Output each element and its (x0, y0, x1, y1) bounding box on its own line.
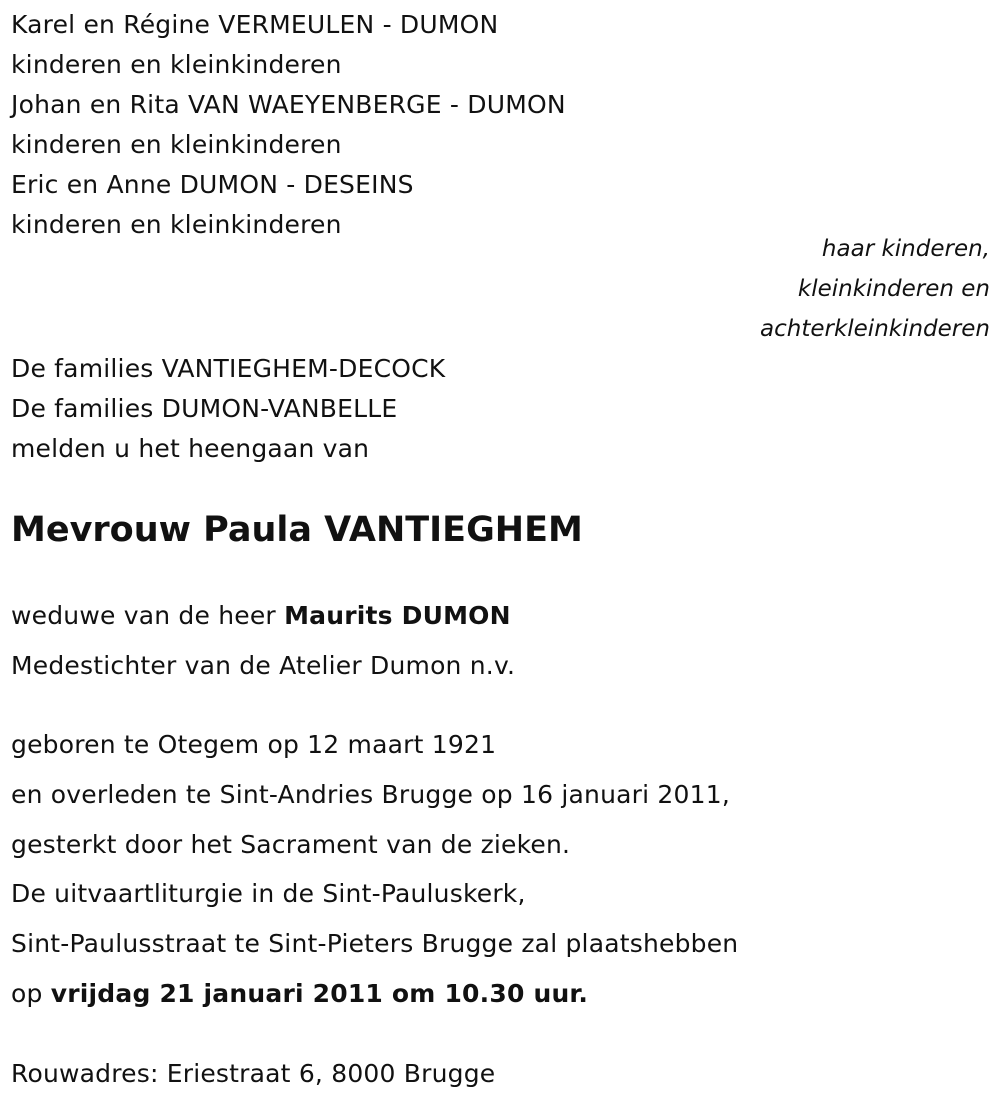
funeral-datetime: vrijdag 21 januari 2011 om 10.30 uur. (50, 979, 589, 1008)
detail-line-2: en overleden te Sint-Andries Brugge op 16 januari 2011, (11, 780, 730, 809)
family-line-3: Johan en Rita VAN WAEYENBERGE - DUMON (11, 90, 566, 119)
widow-prefix: weduwe van de heer (11, 601, 285, 630)
deceased-name: Mevrouw Paula VANTIEGHEM (11, 510, 583, 550)
detail-line-3: gesterkt door het Sacrament van de zieken. (11, 830, 571, 859)
detail-line-5: Sint-Paulusstraat te Sint-Pieters Brugge zal plaatshebben (11, 929, 739, 958)
role-line: Medestichter van de Atelier Dumon n.v. (11, 651, 516, 680)
family-line-5: Eric en Anne DUMON - DESEINS (11, 170, 414, 199)
right-line-2: kleinkinderen en (797, 276, 990, 302)
other-family-line-1: De families VANTIEGHEM-DECOCK (11, 354, 446, 383)
funeral-address: Rouwadres: Eriestraat 6, 8000 Brugge (11, 1059, 496, 1088)
family-line-6: kinderen en kleinkinderen (11, 210, 342, 239)
husband-name: Maurits DUMON (284, 601, 511, 630)
detail-line-4: De uitvaartliturgie in de Sint-Pauluskerk, (11, 879, 526, 908)
funeral-line (11, 979, 588, 1009)
family-line-1: Karel en Régine VERMEULEN - DUMON (11, 10, 499, 39)
family-line-2: kinderen en kleinkinderen (11, 50, 342, 79)
funeral-prefix: op (11, 979, 51, 1008)
detail-line-1: geboren te Otegem op 12 maart 1921 (11, 730, 497, 759)
widow-line (11, 601, 511, 631)
family-line-4: kinderen en kleinkinderen (11, 130, 342, 159)
announcement-line: melden u het heengaan van (11, 434, 370, 463)
other-family-line-2: De families DUMON-VANBELLE (11, 394, 398, 423)
right-line-1: haar kinderen, (821, 236, 990, 262)
right-line-3: achterkleinkinderen (760, 316, 990, 342)
